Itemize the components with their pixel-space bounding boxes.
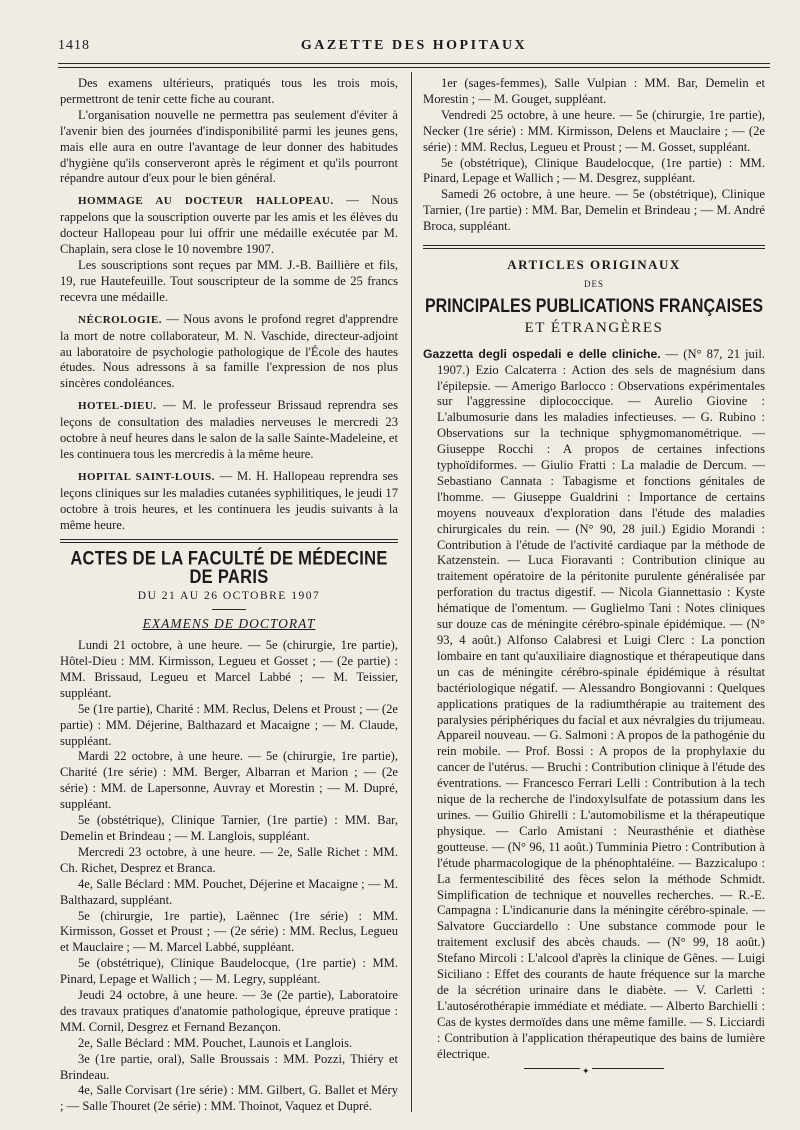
news-text: — Nous rappelons que la souscription ouverte par les amis et les élèves du docteur Hallopeau pour lui offrir une médaille exécutée par M. Chaplain, sera close le 10 novembre 1907. — [60, 193, 398, 257]
news-label: HOPITAL SAINT-LOUIS. — [78, 470, 215, 483]
header-rule-bottom — [58, 67, 770, 68]
examen-entry: Mardi 22 octobre, à une heure. — 5e (chirurgie, 1re partie), Charité (1re série) : MM. Berger, Albarran et Marion ; — (2e série) : MM. de Lapersonne, Auvray et Morestin ; — M. Dupré, suppléant. — [60, 749, 398, 812]
news-saint-louis — [60, 469, 398, 534]
news-souscriptions — [60, 258, 398, 306]
articles-title: ARTICLES ORIGINAUX — [507, 257, 681, 273]
news-hotel-dieu — [60, 398, 398, 463]
examen-entry: Vendredi 25 octobre, à une heure. — 5e (chirurgie, 1re partie), Necker (1re série) : MM. Kirmisson, Delens et Mauclaire ; — (2e série) : MM. Reclus, Legueu et Proust ; — M. Gosset, suppléant. — [423, 107, 765, 154]
news-label: HOTEL-DIEU. — [78, 400, 157, 413]
examen-entry: Jeudi 24 octobre, à une heure. — 3e (2e partie), Laboratoire des travaux pratiques d'anatomie pathologique, épreuve pratique : MM. Cornil, Desgrez et Fernand Bezançon. — [60, 988, 398, 1034]
ornament-glyph-icon: ✦ — [580, 1064, 592, 1080]
page-number: 1418 — [58, 38, 90, 53]
etrangeres-title: ET ÉTRANGÈRES — [524, 319, 664, 336]
examens-title: EXAMENS DE DOCTORAT — [142, 616, 316, 632]
header-rule-top — [58, 63, 770, 64]
examens-list — [60, 638, 398, 1115]
news-text: — M. H. Hallopeau reprendra ses leçons cliniques sur les maladies cutanées syphilitiques, le jeudi 17 octobre à trois heures, et les continuera les jeudis suivants à la même heure. — [60, 468, 398, 532]
intro-paragraph: Des examens ultérieurs, pratiqués tous les trois mois, permettront de tenir cette fiche au courant. — [60, 76, 398, 106]
gazzetta-review — [423, 347, 765, 1063]
principales-title: PRINCIPALES PUBLICATIONS FRANÇAISES — [424, 296, 764, 317]
news-text: — Nous avons le profond regret d'apprendre la mort de notre collaborateur, M. N. Vaschide, directeur-adjoint au laboratoire de psychologie pathologique de l'École des hautes études. Nous adressons à sa famille l'expression de nos plus sincères condoléances. — [60, 311, 398, 391]
examen-entry: Samedi 26 octobre, à une heure. — 5e (obstétrique), Clinique Tarnier, (1re partie) : MM. Bar, Demelin et Brindeau ; — M. André Broca, suppléant. — [423, 187, 765, 234]
actes-title: ACTES DE LA FACULTÉ DE MÉDECINE DE PARIS — [70, 548, 388, 588]
ornament-rule — [524, 1066, 664, 1077]
column-divider — [411, 72, 412, 1112]
intro-paragraph: L'organisation nouvelle ne permettra pas seulement d'éviter à l'avenir bien des journées d'indisponibilité parmi les jeunes gens, mais elle aura en outre l'avantage de leur donner des habitudes d'hygiène qu'ils conserveront après le régiment et qu'ils pourront répandre autour d'eux pour le bien général. — [60, 107, 398, 186]
examen-entry: 5e (1re partie), Charité : MM. Reclus, Delens et Proust ; — (2e partie) : MM. Déjerine, Balthazard et Macaigne ; — M. Claude, suppléant. — [60, 701, 398, 748]
articles-des: DES — [583, 278, 604, 289]
actes-dates: DU 21 AU 26 OCTOBRE 1907 — [137, 590, 321, 603]
examen-entry: Lundi 21 octobre, à une heure. — 5e (chirurgie, 1re partie), Hôtel-Dieu : MM. Kirmisson, Legueu et Gosset ; — (2e partie) : MM. Brissaud, Legueu et Marcel Labbé ; — M. Teissier, suppléant. — [60, 638, 398, 700]
gazzetta-text: — (N° 87, 21 juil. 1907.) Ezio Calcaterra : Action des sels de magnésium dans l'épilepsie. — Amerigo Barlocco : Observations expérimentales sur l'aggressine diplococcique. — Aurelio Giovine : L'albumosurie dans les maladies infectieuses. — G. Rubino : Observations sur la technique sphygmomanométrique. — Giuseppe Rocchi : A propos de certaines infections typhoïdiformes. — Giulio Fratti : La maladie de Dercum. — Sebastiano Cannata : Tabagisme et fonctions génitales de l'homme. — Giuseppe Gualdrini : Importance de certains moyens nouveaux d'exploration dans l'étude des maladies chirurgicales du rein. — (N° 90, 28 juil.) Egidio Morandi : Contribution à l'étude de l'activité cardiaque par la méthode de Katzenstein. — Luca Fioravanti : Contribution clinique au traitement opératoire de la péritonite purulente généralisée par perforation du tractus digestif. — Nicola Giannettasio : Kyste hématique de l'omentum. — Guglielmo Tani : Notes cliniques sur douze cas de méningite cérébro-spinale épidémique. — (N° 93, 4 août.) Alfonso Calabresi et Luigi Clerc : La ponction lombaire en tant qu'auxiliaire diagnostique et thérapeutique dans un cas de méningite cérébro-spinale épidémique à résultat bactériologique négatif. — Alessandro Bongiovanni : Quelques applications pratiques de la radiumthérapie au traitement des paralysies périphériques du facial et aux névralgies du trijumeau. Appareil nouveau. — G. Salmoni : A propos de la pathogénie du rein mobile. — Prof. Bossi : A propos de la prophylaxie du cancer de l'utérus. — Bruchi : Contribution clinique à l'étude des éventrations. — Francesco Ferrari Lelli : Contribution à la tech nique de la recherche de l'indoxylsulfate de potassium dans les urines. — Guilio Ghirelli : L'automobilisme et la thérapeutique physique. — Carlo Amistani : Neurasthénie et diathèse goutteuse. — (N° 96, 11 août.) Tumminia Pietro : Contribution à l'étude pharmacologique de la phénophtaléine. — Bazzicalupo : La fermentescibilité des fèces selon la méthode Schmidt. Simplification de technique et nouvelles recherches. — R.-E. Campagna : L'indicanurie dans la méningite cérébro-spinale. — Salvatore Gucciardello : Une substance commode pour le traitement exclusif des abcès chauds. — (N° 99, 18 août.) Stefano Mircoli : L'alcool d'après la clinique de Gênes. — Luigi Siciliano : Effet des courants de haute fréquence sur la marche de la sécrétion urinaire dans le diabète. — V. Carletti : L'autosérothérapie immédiate et médiate. — Alberto Barchielli : Cas de kystes dermoïdes dans une même famille. — S. Licciardi : Contribution à l'application thérapeutique des bains de lumière électrique. — [437, 346, 765, 1061]
examen-entry: 4e, Salle Béclard : MM. Pouchet, Déjerine et Macaigne ; — M. Balthazard, suppléant. — [60, 876, 398, 907]
examen-entry: 5e (obstétrique), Clinique Tarnier, (1re partie) : MM. Bar, Demelin et Brindeau ; — M. Langlois, suppléant. — [60, 813, 398, 843]
news-hommage — [60, 193, 398, 258]
section-rule — [423, 245, 765, 249]
section-rule — [60, 539, 398, 543]
short-rule — [212, 609, 246, 610]
examen-entry: Mercredi 23 octobre, à une heure. — 2e, Salle Richet : MM. Ch. Richet, Desprez et Branca. — [60, 844, 398, 875]
news-text: Les souscriptions sont reçues par MM. J.-B. Baillière et fils, 19, rue Hautefeuille. Tout souscripteur de la somme de 25 francs recevra une médaille. — [60, 257, 398, 304]
examen-entry: 5e (obstétrique), Clinique Baudelocque, (1re partie) : MM. Pinard, Lepage et Wallich ; — M. Legry, suppléant. — [60, 956, 398, 987]
left-column — [60, 76, 398, 1115]
examen-entry: 1er (sages-femmes), Salle Vulpian : MM. Bar, Demelin et Morestin ; — M. Gouget, suppléant. — [423, 76, 765, 106]
news-text: — M. le professeur Brissaud reprendra ses leçons de consultation des maladies nerveuses le mercredi 23 octobre à neuf heures dans le salon de la salle Sainte-Madeleine, et les continuera tous les mercredis à la même heure. — [60, 398, 398, 461]
examen-entry: 4e, Salle Corvisart (1re série) : MM. Gilbert, G. Ballet et Méry ; — Salle Thouret (2e série) : MM. Thoinot, Vaquez et Dupré. — [60, 1083, 398, 1114]
examen-entry: 2e, Salle Béclard : MM. Pouchet, Launois et Langlois. — [78, 1035, 353, 1050]
right-column — [423, 76, 765, 1077]
news-necrologie — [60, 312, 398, 393]
examen-entry: 3e (1re partie, oral), Salle Broussais : MM. Pozzi, Thiéry et Brindeau. — [60, 1051, 398, 1082]
examen-entry: 5e (obstétrique), Clinique Baudelocque, (1re partie) : MM. Pinard, Lepage et Wallich ; — M. Desgrez, suppléant. — [423, 155, 765, 186]
gazzetta-journal-name: Gazzetta degli ospedali e delle cliniche. — [423, 346, 661, 361]
gazzetta-paragraph — [423, 347, 765, 1063]
examen-entry: 5e (chirurgie, 1re partie), Laënnec (1re série) : MM. Kirmisson, Gosset et Proust ; — (2e série) : MM. Reclus, Legueu et Mauclaire ; — M. Marcel Labbé, suppléant. — [60, 908, 398, 955]
journal-title: GAZETTE DES HOPITAUX — [300, 38, 528, 53]
news-label: NÉCROLOGIE. — [78, 313, 163, 326]
news-label: HOMMAGE AU DOCTEUR HALLOPEAU. — [78, 195, 334, 208]
